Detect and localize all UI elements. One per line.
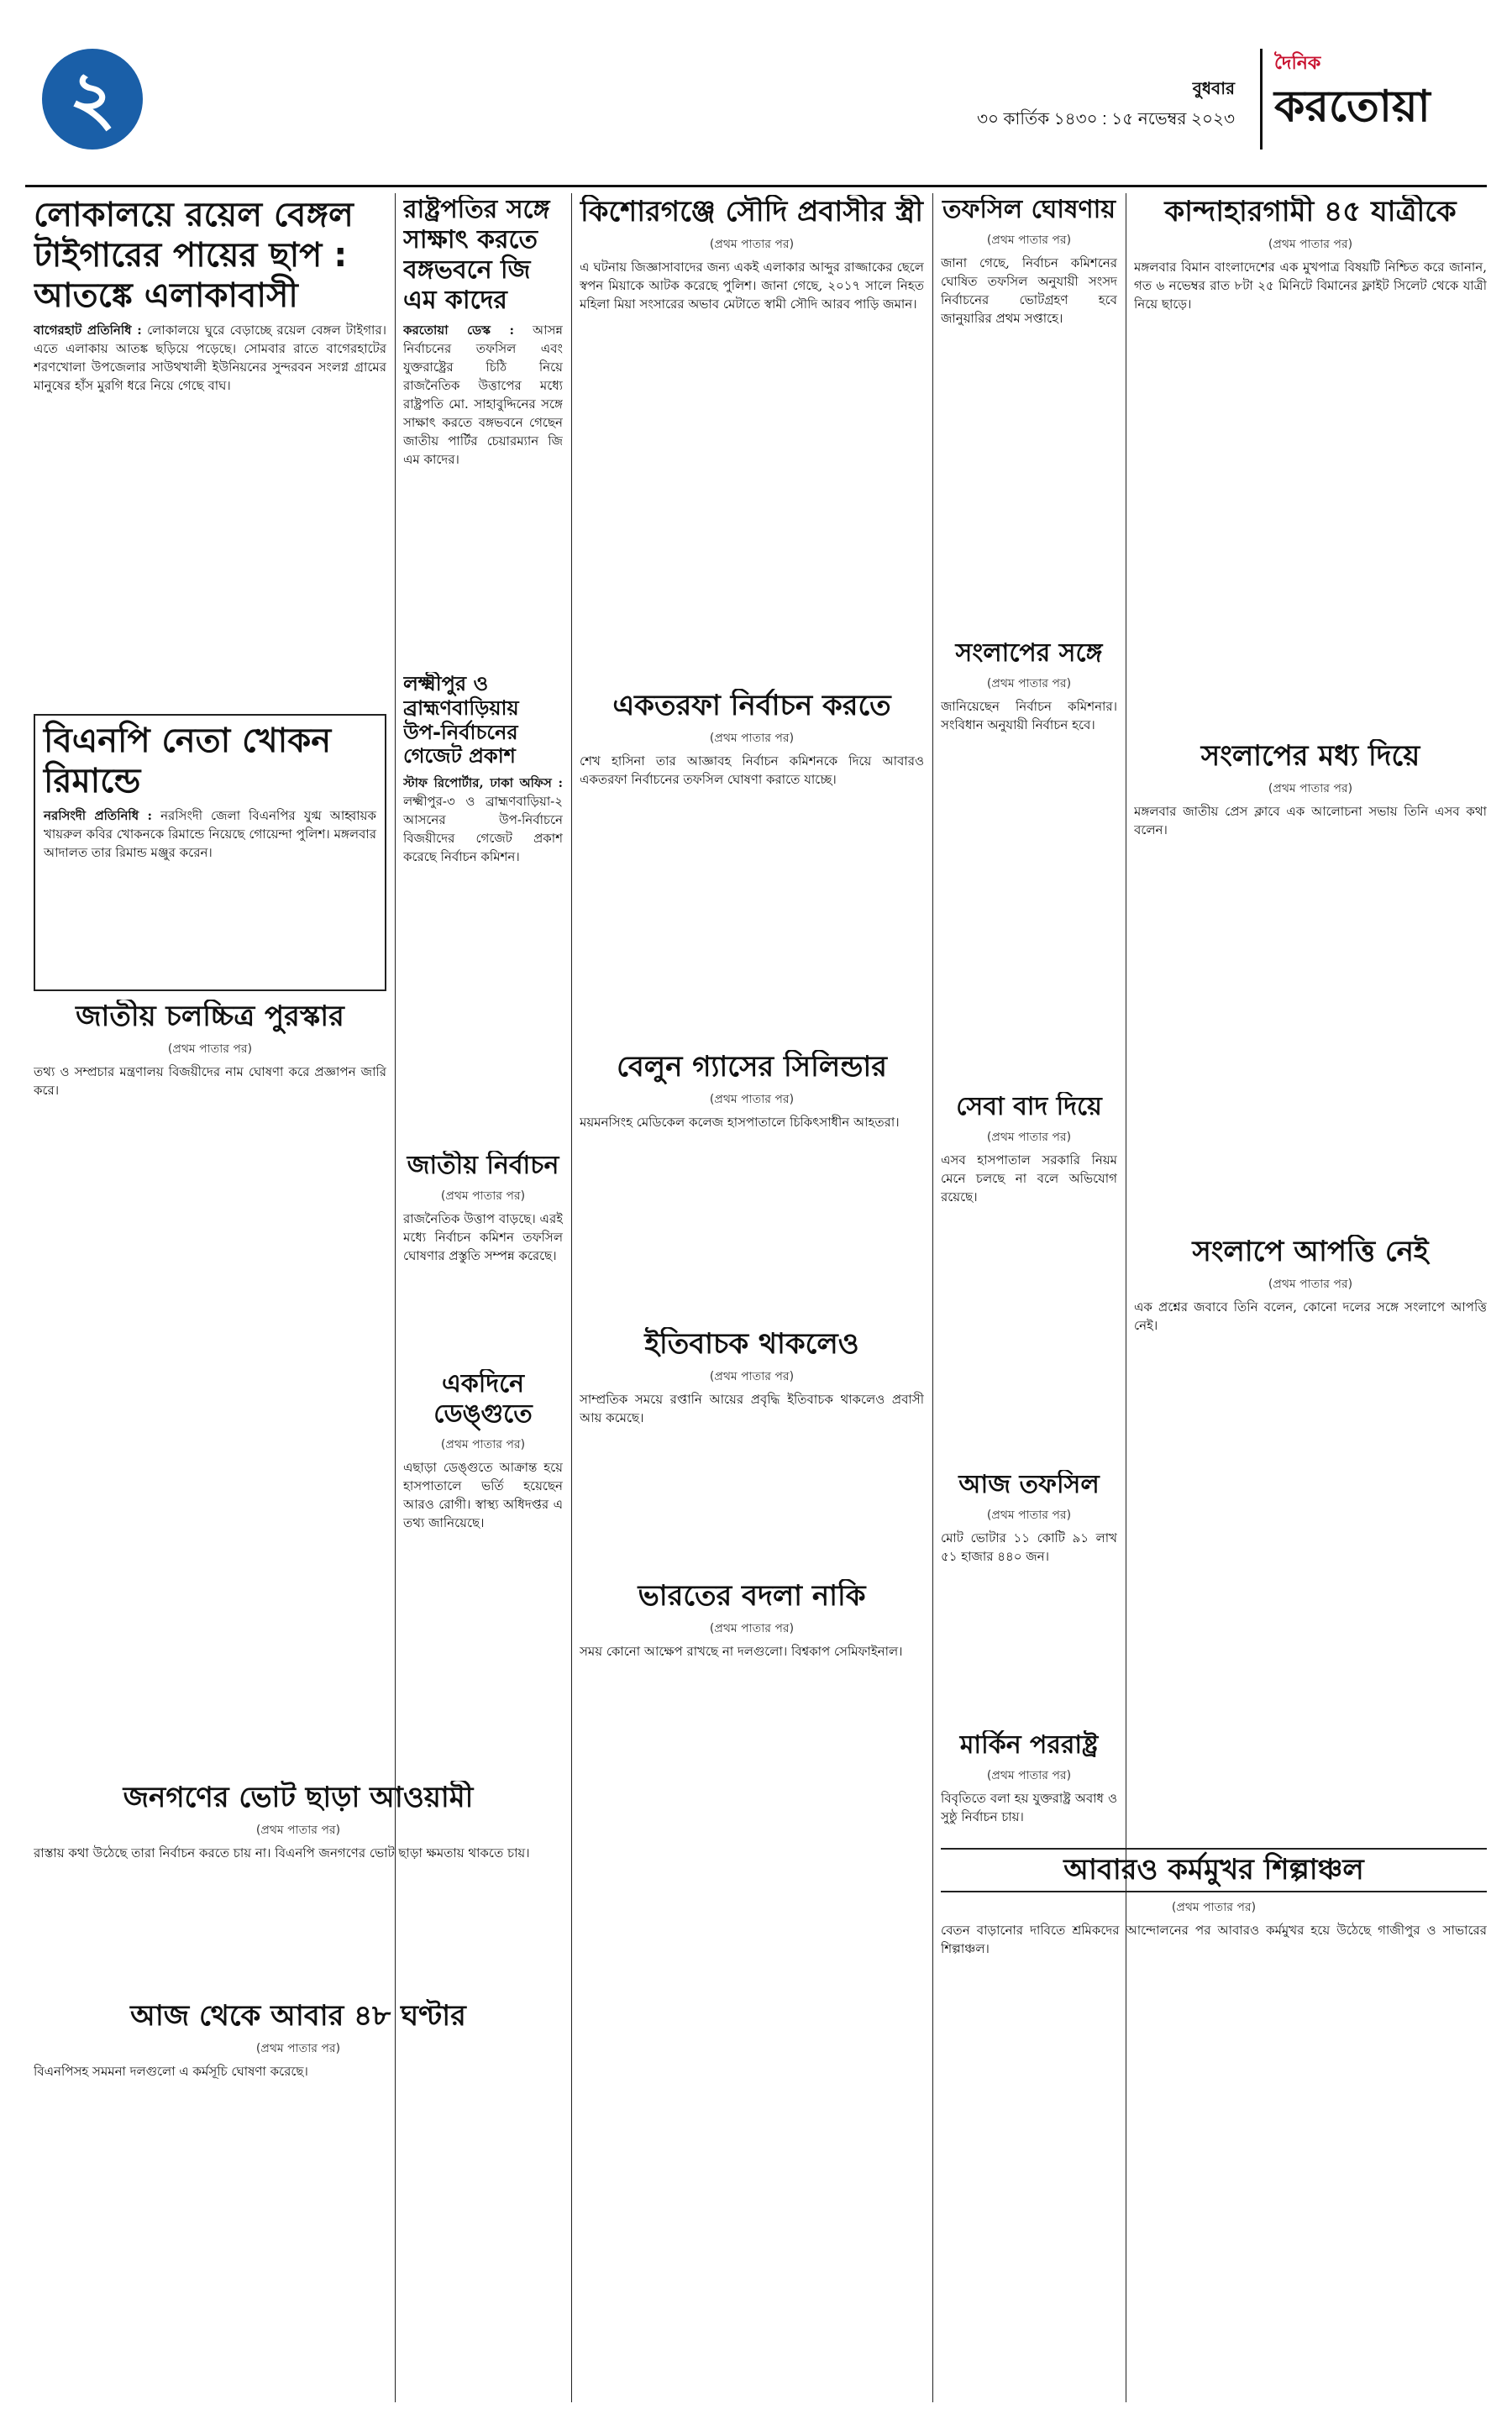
day-label: বুধবার <box>1192 80 1235 98</box>
story-lead: তথ্য ও সম্প্রচার মন্ত্রণালয় বিজয়ীদের নাম ঘোষণা করে প্রজ্ঞাপন জারি করে। <box>34 1063 386 1098</box>
dateline <box>977 74 1235 134</box>
headline: একতরফা নির্বাচন করতে <box>612 689 891 722</box>
story-itibachok <box>580 1327 924 1571</box>
story-laxmipur <box>403 672 563 1142</box>
headline: তফসিল ঘোষণায় <box>942 195 1116 224</box>
story-lead: জানা গেছে, নির্বাচন কমিশনের ঘোষিত তফসিল অনুযায়ী সংসদ নির্বাচনের ভোটগ্রহণ হবে জানুয়ারির প্রথম সপ্তাহে। <box>941 255 1117 326</box>
headline: জাতীয় চলচ্চিত্র পুরস্কার <box>76 1000 344 1033</box>
story-tofsil <box>941 195 1117 632</box>
story-saudi <box>580 195 924 682</box>
logo-small-text: দৈনিক <box>1274 53 1321 74</box>
story-aaj-theke <box>34 1999 563 2402</box>
story-jonogon <box>34 1781 563 1991</box>
continued-label: (প্রথম পাতার পর) <box>1268 781 1353 795</box>
story-lead: জানিয়েছেন নির্বাচন কমিশনার। সংবিধান অনুযায়ী নির্বাচন হবে। <box>941 699 1117 732</box>
headline: আজ তফসিল <box>958 1470 1100 1499</box>
headline: মার্কিন পররাষ্ট্র <box>959 1730 1099 1760</box>
headline: রাষ্ট্রপতির সঙ্গে সাক্ষাৎ করতে বঙ্গভবনে জি এম কাদের <box>403 195 550 315</box>
headline: সংলাপের মধ্য দিয়ে <box>1200 739 1420 773</box>
masthead <box>25 15 1487 141</box>
headline: সংলাপে আপত্তি নেই <box>1192 1235 1429 1268</box>
date-label: ৩০ কার্তিক ১৪৩০ : ১৫ নভেম্বর ২০২৩ <box>976 110 1235 129</box>
headline: কিশোরগঞ্জে সৌদি প্রবাসীর স্ত্রী <box>580 195 924 228</box>
story-ekotorfa <box>580 689 924 1042</box>
story-ekdin <box>403 1369 563 1781</box>
continued-label: (প্রথম পাতার পর) <box>986 1769 1072 1782</box>
headline: জাতীয় নির্বাচন <box>407 1151 559 1180</box>
story-lead: এছাড়া ডেঙ্গুতে আক্রান্ত হয়ে হাসপাতালে ভর্তি হয়েছেন আরও রোগী। স্বাস্থ্য অধিদপ্তর এ তথ্য জানিয়েছে। <box>403 1460 563 1530</box>
story-president <box>403 195 563 665</box>
story-lead: এ ঘটনায় জিজ্ঞাসাবাদের জন্য একই এলাকার আব্দুর রাজ্জাকের ছেলে স্বপন মিয়াকে আটক করেছে পুলিশ। জানা গেছে, ২০১৭ সালে নিহত মহিলা মিয়া সংসারের অভাব মেটাতে স্বামী সৌদি আরব পাড়ি জমান। <box>580 259 924 312</box>
continued-label: (প্রথম পাতার পর) <box>1268 1277 1353 1291</box>
story-songshod <box>1134 739 1487 1226</box>
continued-label: (প্রথম পাতার পর) <box>709 1369 795 1383</box>
story-songlap-songe <box>941 638 1117 1084</box>
continued-label: (প্রথম পাতার পর) <box>986 234 1072 247</box>
byline: করতোয়া ডেস্ক : <box>403 323 514 338</box>
column-divider <box>571 193 572 2402</box>
story-lead: বিবৃতিতে বলা হয় যুক্তরাষ্ট্র অবাধ ও সুষ্ঠু নির্বাচন চায়। <box>941 1791 1117 1824</box>
story-bnp <box>34 714 386 991</box>
column-divider <box>932 193 933 2402</box>
headline: একদিনে ডেঙ্গুতে <box>433 1369 533 1429</box>
continued-label: (প্রথম পাতার পর) <box>986 677 1072 690</box>
continued-label: (প্রথম পাতার পর) <box>986 1509 1072 1522</box>
story-bharat <box>580 1579 924 2402</box>
byline: স্টাফ রিপোর্টার, ঢাকা অফিস : <box>403 775 563 791</box>
story-aaj-tofsil <box>941 1470 1117 1722</box>
continued-label: (প্রথম পাতার পর) <box>1268 237 1353 251</box>
newspaper-logo <box>1260 49 1487 150</box>
story-lead: ময়মনসিংহ মেডিকেল কলেজ হাসপাতালে চিকিৎসাধীন আহতরা। <box>580 1114 900 1130</box>
story-lead: বেতন বাড়ানোর দাবিতে শ্রমিকদের আন্দোলনের পর আবারও কর্মমুখর হয়ে উঠেছে গাজীপুর ও সাভারের শিল্পাঞ্চল। <box>941 1922 1487 1956</box>
headline: জনগণের ভোট ছাড়া আওয়ামী <box>123 1781 474 1814</box>
headline: সেবা বাদ দিয়ে <box>956 1092 1102 1121</box>
continued-label: (প্রথম পাতার পর) <box>167 1042 253 1056</box>
story-lead: মঙ্গলবার বিমান বাংলাদেশের এক মুখপাত্র বিষয়টি নিশ্চিত করে জানান, গত ৬ নভেম্বর রাত ৮টা ২৫ মিনিটে বিমানের ফ্লাইট সিলেট থেকে যাত্রী নিয়ে ছাড়ে। <box>1134 259 1487 312</box>
continued-label: (প্রথম পাতার পর) <box>440 1438 526 1451</box>
story-lead: এসব হাসপাতাল সরকারি নিয়ম মেনে চলছে না বলে অভিযোগ রয়েছে। <box>941 1152 1117 1205</box>
continued-label: (প্রথম পাতার পর) <box>709 731 795 745</box>
story-kandahar <box>1134 195 1487 732</box>
headline: সংলাপের সঙ্গে <box>955 638 1103 668</box>
story-lead: শেখ হাসিনা তার আজ্ঞাবহ নির্বাচন কমিশনকে দিয়ে আবারও একতরফা নির্বাচনের তফসিল ঘোষণা করাতে যাচ্ছে। <box>580 753 924 787</box>
continued-label: (প্রথম পাতার পর) <box>1171 1900 1257 1914</box>
story-tiger <box>34 195 386 707</box>
story-lead: লক্ষ্মীপুর-৩ ও ব্রাহ্মণবাড়িয়া-২ আসনের উপ-নির্বাচনে বিজয়ীদের গেজেট প্রকাশ করেছে নির্বাচন কমিশন। <box>403 794 563 865</box>
headline: লোকালয়ে রয়েল বেঙ্গল টাইগারের পায়ের ছাপ : আতঙ্কে এলাকাবাসী <box>34 196 354 315</box>
story-shilpanchol <box>941 1848 1487 2402</box>
story-belun <box>580 1050 924 1319</box>
continued-label: (প্রথম পাতার পর) <box>709 1621 795 1635</box>
story-lead: নরসিংদী জেলা বিএনপির যুগ্ম আহ্বায়ক খায়রুল কবির খোকনকে রিমান্ডে নিয়েছে গোয়েন্দা পুলিশ। মঙ্গলবার আদালত তার রিমান্ড মঞ্জুর করেন। <box>44 808 376 860</box>
story-lead: আসন্ন নির্বাচনের তফসিল এবং যুক্তরাষ্ট্রের চিঠি নিয়ে রাজনৈতিক উত্তাপের মধ্যে রাষ্ট্রপতি মো. সাহাবুদ্দিনের সঙ্গে সাক্ষাৎ করতে বঙ্গভবনে গেছেন জাতীয় পার্টির চেয়ারম্যান জি এম কাদের। <box>403 323 563 467</box>
story-apotti <box>1134 1235 1487 1840</box>
story-lead: মঙ্গলবার জাতীয় প্রেস ক্লাবে এক আলোচনা সভায় তিনি এসব কথা বলেন। <box>1134 803 1487 837</box>
headline: ইতিবাচক থাকলেও <box>644 1327 859 1361</box>
headline: আবারও কর্মমুখর শিল্পাঞ্চল <box>941 1848 1487 1892</box>
continued-label: (প্রথম পাতার পর) <box>440 1189 526 1203</box>
byline: নরসিংদী প্রতিনিধি : <box>44 808 153 823</box>
story-seba <box>941 1092 1117 1462</box>
story-film-award <box>34 1000 386 1772</box>
story-lead: সময় কোনো আক্ষেপ রাখছে না দলগুলো। বিশ্বকাপ সেমিফাইনাল। <box>580 1643 903 1659</box>
story-lead: সাম্প্রতিক সময়ে রপ্তানি আয়ের প্রবৃদ্ধি ইতিবাচক থাকলেও প্রবাসী আয় কমেছে। <box>580 1391 924 1425</box>
continued-label: (প্রথম পাতার পর) <box>255 2041 341 2055</box>
story-lead: এক প্রশ্নের জবাবে তিনি বলেন, কোনো দলের সঙ্গে সংলাপে আপত্তি নেই। <box>1134 1299 1487 1333</box>
story-lead: বিএনপিসহ সমমনা দলগুলো এ কর্মসূচি ঘোষণা করেছে। <box>34 2063 308 2079</box>
story-lead: লোকালয়ে ঘুরে বেড়াচ্ছে রয়েল বেঙ্গল টাইগার। এতে এলাকায় আতঙ্ক ছড়িয়ে পড়েছে। সোমবার রাতে বাগেরহাটের শরণখোলা উপজেলার সাউথখালী ইউনিয়নের সুন্দরবন সংলগ্ন গ্রামের মানুষের হাঁস মুরগি ধরে নিয়ে গেছে বাঘ। <box>34 323 386 393</box>
story-jatiyo-nirbachon <box>403 1151 563 1361</box>
headline: বিএনপি নেতা খোকন রিমান্ডে <box>44 722 332 800</box>
continued-label: (প্রথম পাতার পর) <box>709 237 795 251</box>
byline: বাগেরহাট প্রতিনিধি : <box>34 323 142 338</box>
continued-label: (প্রথম পাতার পর) <box>709 1092 795 1106</box>
story-lead: রাজনৈতিক উত্তাপ বাড়ছে। এরই মধ্যে নির্বাচন কমিশন তফসিল ঘোষণার প্রস্তুতি সম্পন্ন করেছে। <box>403 1211 563 1263</box>
headline: লক্ষ্মীপুর ও ব্রাহ্মণবাড়িয়ায় উপ-নির্বাচনের গেজেট প্রকাশ <box>403 672 519 769</box>
logo-big-text: করতোয়া <box>1274 81 1431 132</box>
masthead-rule <box>25 185 1487 187</box>
headline: আজ থেকে আবার ৪৮ ঘণ্টার <box>130 1999 466 2033</box>
headline: কান্দাহারগামী ৪৫ যাত্রীকে <box>1164 195 1457 228</box>
headline: বেলুন গ্যাসের সিলিন্ডার <box>617 1050 887 1084</box>
continued-label: (প্রথম পাতার পর) <box>986 1131 1072 1144</box>
continued-label: (প্রথম পাতার পর) <box>255 1823 341 1837</box>
story-lead: মোট ভোটার ১১ কোটি ৯১ লাখ ৫১ হাজার ৪৪০ জন। <box>941 1530 1117 1564</box>
headline: ভারতের বদলা নাকি <box>638 1579 866 1613</box>
story-lead: রাস্তায় কথা উঠেছে তারা নির্বাচন করতে চায় না। বিএনপি জনগণের ভোট ছাড়া ক্ষমতায় থাকতে চায়। <box>34 1845 530 1861</box>
page-number-badge: ২ <box>42 49 143 150</box>
